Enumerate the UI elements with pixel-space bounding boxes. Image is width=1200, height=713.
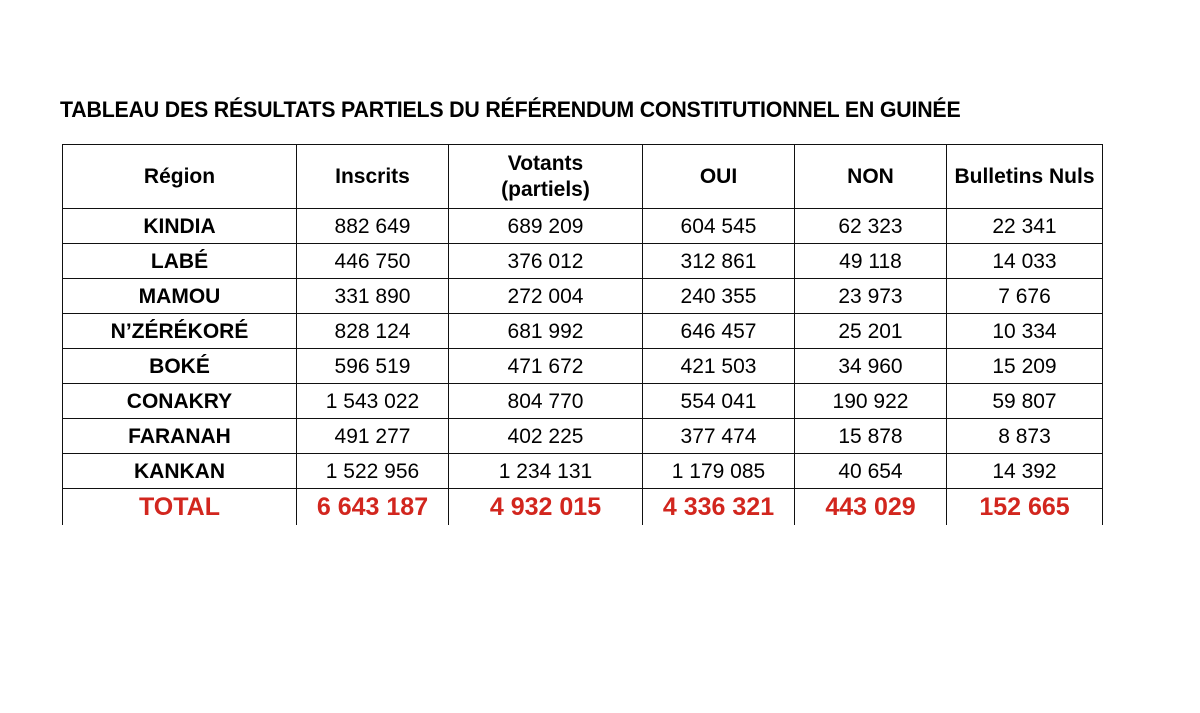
nuls-cell: 14 033 (946, 246, 1103, 279)
inscrits-cell: 331 890 (296, 281, 448, 314)
region-cell: KINDIA (62, 211, 296, 244)
non-cell: 23 973 (794, 281, 946, 314)
nuls-cell: 14 392 (946, 456, 1103, 489)
non-cell: 34 960 (794, 351, 946, 384)
header-region: Région (62, 144, 296, 209)
region-cell: MAMOU (62, 281, 296, 314)
table-row (62, 456, 1103, 489)
table-row (62, 316, 1103, 349)
region-cell: KANKAN (62, 456, 296, 489)
region-cell: BOKÉ (62, 351, 296, 384)
header-votants (448, 144, 642, 209)
nuls-cell: 10 334 (946, 316, 1103, 349)
oui-cell: 554 041 (642, 386, 794, 419)
votants-cell: 1 234 131 (448, 456, 642, 489)
table-row (62, 421, 1103, 454)
votants-cell: 471 672 (448, 351, 642, 384)
inscrits-cell: 882 649 (296, 211, 448, 244)
header-votants-line1: Votants (507, 152, 584, 176)
non-cell: 62 323 (794, 211, 946, 244)
oui-cell: 604 545 (642, 211, 794, 244)
region-cell: LABÉ (62, 246, 296, 279)
total-nuls: 152 665 (946, 489, 1103, 525)
header-oui: OUI (642, 144, 794, 209)
oui-cell: 240 355 (642, 281, 794, 314)
region-cell: FARANAH (62, 421, 296, 454)
header-nuls: Bulletins Nuls (946, 144, 1103, 209)
region-cell: CONAKRY (62, 386, 296, 419)
document-title: TABLEAU DES RÉSULTATS PARTIELS DU RÉFÉRENDUM CONSTITUTIONNEL EN GUINÉE (60, 97, 961, 122)
region-cell: N’ZÉRÉKORÉ (62, 316, 296, 349)
nuls-cell: 59 807 (946, 386, 1103, 419)
votants-cell: 681 992 (448, 316, 642, 349)
votants-cell: 376 012 (448, 246, 642, 279)
table-row (62, 386, 1103, 419)
oui-cell: 646 457 (642, 316, 794, 349)
nuls-cell: 22 341 (946, 211, 1103, 244)
total-inscrits: 6 643 187 (296, 489, 448, 525)
non-cell: 40 654 (794, 456, 946, 489)
votants-cell: 689 209 (448, 211, 642, 244)
total-votants: 4 932 015 (448, 489, 642, 525)
oui-cell: 377 474 (642, 421, 794, 454)
header-votants-line2: (partiels) (501, 177, 590, 201)
nuls-cell: 8 873 (946, 421, 1103, 454)
table-row (62, 281, 1103, 314)
non-cell: 15 878 (794, 421, 946, 454)
inscrits-cell: 828 124 (296, 316, 448, 349)
votants-cell: 272 004 (448, 281, 642, 314)
votants-cell: 804 770 (448, 386, 642, 419)
header-non: NON (794, 144, 946, 209)
inscrits-cell: 596 519 (296, 351, 448, 384)
inscrits-cell: 491 277 (296, 421, 448, 454)
total-label: TOTAL (62, 489, 296, 525)
oui-cell: 1 179 085 (642, 456, 794, 489)
inscrits-cell: 1 522 956 (296, 456, 448, 489)
nuls-cell: 7 676 (946, 281, 1103, 314)
total-non: 443 029 (794, 489, 946, 525)
oui-cell: 312 861 (642, 246, 794, 279)
inscrits-cell: 1 543 022 (296, 386, 448, 419)
results-table (62, 144, 1103, 525)
non-cell: 49 118 (794, 246, 946, 279)
nuls-cell: 15 209 (946, 351, 1103, 384)
oui-cell: 421 503 (642, 351, 794, 384)
table-row (62, 246, 1103, 279)
table-row (62, 351, 1103, 384)
table-header-row (62, 144, 1103, 209)
header-inscrits: Inscrits (296, 144, 448, 209)
total-oui: 4 336 321 (642, 489, 794, 525)
inscrits-cell: 446 750 (296, 246, 448, 279)
non-cell: 25 201 (794, 316, 946, 349)
table-row (62, 211, 1103, 244)
votants-cell: 402 225 (448, 421, 642, 454)
total-row (62, 489, 1103, 525)
non-cell: 190 922 (794, 386, 946, 419)
